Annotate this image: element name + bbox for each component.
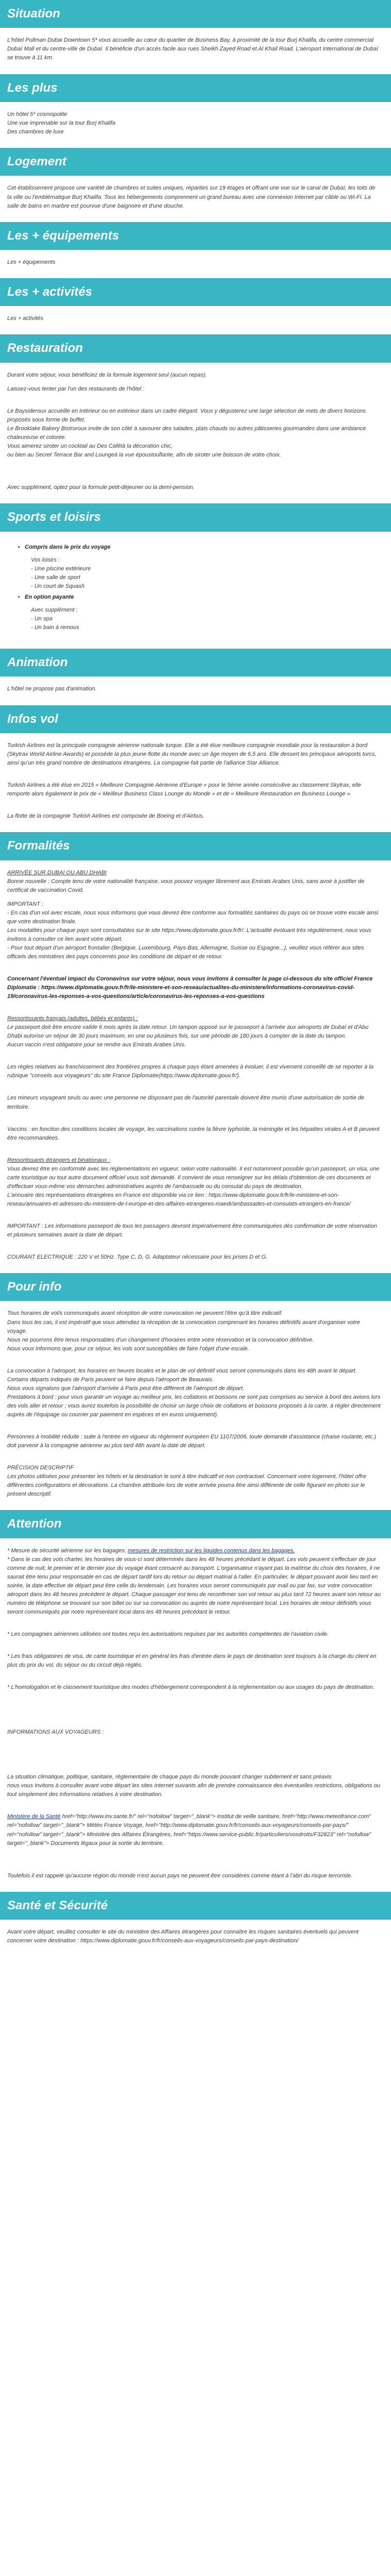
restauration-formula: Durant votre séjour, vous bénéficiez de la formule logement seul (aucun repas). [7, 371, 207, 378]
pour-info-p6: Certains départs indiqués de Paris peuvent se faire depuis l'aéroport de Beauvais. [7, 1376, 214, 1383]
restauration-supplement: Avec supplément, optez pour la formule petit-déjeuner ou la demi-pension. [7, 484, 195, 491]
section-body-attention [0, 1538, 391, 1892]
section-restauration [0, 334, 391, 503]
section-title-formalites: Formalités [0, 832, 391, 860]
formalites-p5 [7, 975, 381, 1001]
liquids-restriction-link[interactable]: mesures de restriction sur les liquides contenus dans les bagages. [127, 1547, 295, 1554]
plus-line: Des chambres de luxe [7, 129, 64, 135]
activites-text: Les + activités [7, 315, 44, 322]
section-animation [0, 649, 391, 705]
situation-text: L'hôtel Pullman Dubai Downtown 5* vous accueille au cœur du quartier de Business Bay, à proximité de la tour Burj Khalifa, du centre commercial Dubaï Mall et du centre-ville de Dubaï. Il bénéficie d'un accès facile aux rues Sheikh Zayed Road et Al Khail Road. L'aéroport international de Dubaï se trouve à 11 km. [7, 37, 379, 61]
section-body-infos-vol [0, 733, 391, 832]
sports-subitem: - Un spa [31, 616, 53, 622]
attention-p5: * L'homologation et le classement touristique des modes d'hébergement correspondent à la réglementation ou aux usages du pays de destination. [7, 1684, 374, 1691]
section-plus [0, 74, 391, 148]
section-body-restauration [0, 363, 391, 503]
formalites-arrival-heading: ARRIVÉE SUR DUBAI OU ABU DHABI [7, 869, 107, 876]
attention-p8 [7, 1812, 381, 1848]
formalites-p3: Les modalités pour chaque pays sont consultables sur le site https://www.diplomatie.gouv.fr/fr/. L'actualité évoluant très régulièrement, nous vous invitons à consulter ce lien avant votre départ. [7, 927, 371, 942]
attention-p3: * Les compagnies aériennes utilisées ont toutes reçu les autorisations requises par les autorités compétentes de l'aviation civile. [7, 1631, 329, 1638]
section-title-activites: Les + activités [0, 278, 391, 306]
section-attention [0, 1510, 391, 1891]
attention-p8-text: href="http://www.inv.sante.fr/" rel="nofollow" target="_blank"> Institut de veille sanitaire, href="http://www.meteofrance.com" rel="nofollow" target="_blank"> Météo France Voyage, href="http://www.diplomatie.gouv.fr/fr/conseils-aux-voyageurs/conseils-par-pays/" rel="nofollow" target="_blank"> Ministère des Affaires Étrangères, href="https://www.service-public.fr/particuliers/vosdroits/F32823" rel="nofollow" target="_blank"> Documents légaux pour la sortie du territoire. [7, 1814, 371, 1846]
restauration-terrace: ou bien au Secret Terrace Bar and Loungeà la vue époustouflante, afin de siroter une boisson de votre choix. [7, 452, 282, 459]
pour-info-p9: Personnes à mobilité réduite : suite à l'entrée en vigueur du règlement européen EU 1107/2006, toute demande d'assistance (chaise roulante, etc.) doit parvenir à la compagnie aérienne au plus tard 48h avant la date de départ. [7, 1434, 377, 1449]
sports-list [7, 543, 381, 632]
formalites-p9: Les mineurs voyageant seuls ou avec une personne ne disposant pas de l'autorité parentale doivent être munis d'une autorisation de sortie de territoire. [7, 1095, 365, 1110]
section-equipements [0, 222, 391, 278]
section-title-pour-info: Pour info [0, 1273, 391, 1301]
section-body-plus [0, 102, 391, 148]
formalites-p1: Bonne nouvelle ; Compte tenu de votre nationalité française, vous pouvez voyager librement aux Emirats Arabes Unis, sans avoir à justifier de certificat de vaccination Covid. [7, 878, 365, 893]
section-body-equipements [0, 250, 391, 278]
section-sante [0, 1892, 391, 1957]
sports-subitem: - Une piscine extérieure [31, 565, 91, 572]
pour-info-p2: Dans tous les cas, il est impératif que vous attendiez la réception de la convocation comprenant les horaires définitifs avant d'organiser votre voyage. [7, 1319, 360, 1334]
formalites-important-heading: IMPORTANT : [7, 901, 43, 907]
section-title-situation: Situation [0, 0, 391, 28]
section-body-animation [0, 676, 391, 705]
formalites-p4: - Pour tout départ d'un aéroport frontalier (Belgique, Luxembourg, Pays-Bas, Allemagne, Suisse ou Espagne...), veuillez vous référer aux sites officiels des ministères des pays concernés pour les conditions de départ et de retour. [7, 944, 364, 960]
infos-vol-p2: Turkish Airlines a été élue en 2015 « Meilleure Compagnie Aérienne d'Europe » pour le 5ème année consécutive au classement Skytrax, elle remporte alors également le prix de « Meilleur Business Class Lounge du Monde » et de « Meilleure Restauration en Business Lounge ». [7, 782, 361, 798]
formalites-p13: IMPORTANT : Les informations passeport de tous les passagers devront impérativement être communiquées dès confirmation de votre réservation et plusieurs semaines avant la date de départ. [7, 1223, 377, 1238]
section-body-pour-info [0, 1301, 391, 1510]
formalites-p7: Aucun vaccin n'est obligatoire pour se rendre aux Emirats Arabes Unis. [7, 1042, 186, 1048]
formalites-p6: Le passeport doit être encore valide 6 mois après la date retour. Un tampon apposé sur le passeport à l'arrivée aux aéroports de Dubaï et d'Abu Dhabi autorise un séjour de 30 jours maximum, en une ou plusieurs fois, sur une période de 180 jours à compter de la date du tampon. [7, 1024, 369, 1040]
sports-subitem: - Un bain à remous [31, 624, 79, 631]
restauration-bayside: Le Baysideroux accueille en intérieur ou en extérieur dans un cadre élégant. Vous y dégusterez une large sélection de mets de divers horizons proposés sous forme de buffet. [7, 408, 366, 423]
list-item [25, 543, 381, 591]
formalites-p10: Vaccins : en fonction des conditions locales de voyage, les vaccinations contre la fièvre typhoïde, la méningite et les hépatites virales A et B peuvent être recommandées. [7, 1126, 380, 1141]
plus-line: Une vue imprenable sur la tour Burj Khalifa [7, 120, 116, 126]
formalites-etrangers-heading: Ressortissants étrangers et binationaux : [7, 1157, 110, 1163]
pour-info-p8: Prestations à bord : pour vous garantir un voyage au meilleur prix, les collations et boissons ne sont pas comprises au service à bord des avions lors des vols aller et retour ; vous aurez toutefois la possibilité de choisir un large choix de collations et boissons proposés à la carte, à régler directement auprès de l'équipage ou courrier par paiement en espèces et en euros uniquement). [7, 1394, 381, 1418]
section-formalites [0, 832, 391, 1273]
logement-text: Cet établissement propose une variété de chambres et suites uniques, réparties sur 19 étages et offrant une vue sur le canal de Dubaï, les toits de la ville ou l'emblématique Burj Khalifa. Tous les hébergements comprennent un grand bureau avec une connexion Internet par câble ou Wi-Fi. La salle de bains en marbre est pourvue d'une baignoire et d'une douche. [7, 185, 376, 209]
formalites-coronavirus-notice: Concernant l'éventuel impact du Coronavirus sur votre séjour, nous vous invitons à consulter la page ci-dessous du site officiel France Diplomatie : https://www.diplomatie.gouv.fr/fr/le-ministere-et-son-reseau/actualites-du-ministere/informations-coronavirus-covid-19/coronavirus-les-reponses-a-vos-questions/article/coronavirus-les-reponses-a-vos-questions [7, 976, 373, 1000]
section-logement [0, 148, 391, 222]
attention-p1 [7, 1547, 381, 1555]
ministere-sante-link[interactable]: Ministère de la Santé [7, 1814, 61, 1820]
section-title-logement: Logement [0, 148, 391, 176]
section-activites [0, 278, 391, 334]
sante-text: Avant votre départ, veuillez consulter le site du ministère des Affaires étrangères pour connaître les risques sanitaires éventuels qui peuvent concerner votre destination : https://www.diplomatie.gouv.fr/fr/conseils-aux-voyageurs/conseils-par-pays-destination/ [7, 1929, 359, 1944]
section-pour-info [0, 1273, 391, 1510]
section-title-equipements: Les + équipements [0, 222, 391, 250]
formalites-p2: - En cas d'un vol avec escale, nous vous informons que vous devrez être conforme aux formalités sanitaires du pays où se trouve votre escale ainsi que votre destination finale. [7, 909, 379, 925]
section-body-logement [0, 176, 391, 222]
formalites-p11: Vous devrez être en conformité avec les réglementations en vigueur, selon votre nationalité. Il est notamment possible qu'un passeport, un visa, une carte touristique ou tout autre document officiel vous soit demandé. Il convient de vous renseigner sur les délais d'obtention de ces documents et d'effectuer vous-même vos démarches administratives auprès de l'ambassade ou du consulat du pays de destination. [7, 1165, 380, 1190]
sports-item-label: Avec supplément : [31, 606, 78, 613]
section-body-activites [0, 306, 391, 334]
pour-info-p7: Nous vous signalons que l'aéroport d'arrivée à Paris peut être différent de l'aéroport de départ. [7, 1385, 245, 1392]
infos-vol-p3: La flotte de la compagnie Turkish Airlines est composée de Boeing et d'Airbus. [7, 813, 204, 820]
section-title-infos-vol: Infos vol [0, 705, 391, 733]
restauration-brooklake: Le Brooklake Bakery Bistroroux invite de son côté à savourer des salades, plats chauds ou autres pâtisseries gourmandes dans une ambiance chaleureuse et colorée. [7, 426, 366, 441]
section-sports [0, 503, 391, 649]
plus-line: Un hôtel 5* cosmopolite [7, 111, 68, 117]
attention-p6: La situation climatique, politique, sanitaire, réglementaire de chaque pays du monde pouvant changer subitement et sans préavis [7, 1774, 332, 1781]
section-body-sports [0, 532, 391, 649]
pour-info-p10: Les photos utilisées pour présenter les hôtels et la destination le sont à titre indicatif et non contractuel. Concernant votre logement, l'hôtel offre différentes configurations et décorations. La chambre attribuée lors de votre arrivée pourra être ainsi différente de celle figurant en photo sur le présent descriptif. [7, 1473, 367, 1498]
animation-text: L'hôtel ne propose pas d'animation. [7, 686, 96, 692]
formalites-ressortissants-heading: Ressortissants français (adultes, bébés et enfants) : [7, 1015, 138, 1022]
formalites-p12: L'annuaire des représentations étrangères en France est disponible via ce lien : https://www.diplomatie.gouv.fr/fr/le-ministere-et-son-reseau/annuaires-et-adresses-du-ministere-de-l-europe-et-des-affaires-etrangeres-maedi/ambassades-et-consulats-etrangers-en-france/ [7, 1192, 351, 1207]
section-infos-vol [0, 705, 391, 833]
sports-item-label: Vos loisirs : [31, 556, 60, 563]
section-title-attention: Attention [0, 1510, 391, 1538]
attention-p9: Toutefois il est rappelé qu'aucune région du monde n'est aucun pays ne peuvent être considérés comme étant à l'abri du risque terroriste. [7, 1872, 353, 1879]
restauration-cafe: Vous aimerez siroter un cocktail au Des Cafétà la décoration chic, [7, 443, 173, 450]
restauration-intro: Laissez-vous tenter par l'un des restaurants de l'hôtel : [7, 385, 144, 392]
section-title-sante: Santé et Sécurité [0, 1892, 391, 1920]
section-title-plus: Les plus [0, 74, 391, 102]
equipements-text: Les + équipements [7, 259, 56, 265]
list-item [25, 593, 381, 632]
sports-subitem: - Une salle de sport [31, 574, 80, 581]
sports-item-title: En option payante [25, 594, 74, 600]
section-title-sports: Sports et loisirs [0, 503, 391, 531]
pour-info-p5: La convocation à l'aéroport, les horaires en heures locales et le plan de vol définitif vous seront communiqués dans les 48h avant le départ. [7, 1367, 357, 1374]
pour-info-p1: Tous horaires de vol/s communiqués avant réception de votre convocation ne peuvent l'être qu'à titre indicatif. [7, 1310, 283, 1317]
pour-info-precision-heading: PRÉCISION DESCRIPTIF [7, 1465, 74, 1471]
attention-p2: * Dans le cas des vols charter, les horaires de vous-ci sont déterminés dans les 48 heures précédant le départ. Les vols peuvent s'effectuer de jour comme de nuit, le premier et le dernier jour du voyage étant consacré au transport. L'organisateur n'ayant pas la maîtrise du choix des horaires, il ne saurait être tenu pour responsable en cas de départ tardif lors du retour ou départ matinal à l'aller. En particulier, le départ pouvant avoir lieu tard en soirée, la date effective de départ peut être celle du lendemain. Les horaires vous seront communiqués par mail ou par fax, sur votre convocation aéroport dans les 48 heures précédent le départ. Chaque passager est tenu de reconfirmer son vol retour au plus tard 72 heures avant son retour au numéro de téléphone se trouvant sur son billet ou sur sa convocation ou auprès de notre représentant local. Les horaires de retour définitifs vous seront communiqués par notre représentant local dans les 48 heures précédant le retour. [7, 1556, 381, 1615]
sports-item-title: Compris dans le prix du voyage [25, 544, 111, 550]
attention-p4: * Les frais obligatoires de visa, de carte touristique et en général les frais d'entrée dans le pays de destination sont toujours à la charge du client en plus du prix du vol, du séjour ou du circuit déjà réglés. [7, 1653, 377, 1669]
section-body-situation [0, 28, 391, 74]
formalites-p14: COURANT ELECTRIQUE : 220 V et 50Hz. Type C, D, G. Adaptateur nécessaire pour les prises D et G. [7, 1254, 268, 1261]
attention-p7: nous vous invitons à consulter avant votre départ les sites Internet suivants afin de prendre connaissance des éventuelles restrictions, obligations ou tout simplement des informations relatives à votre destination. [7, 1783, 380, 1798]
section-situation [0, 0, 391, 74]
sports-subitem: - Un court de Squash [31, 583, 85, 589]
section-title-animation: Animation [0, 649, 391, 676]
section-title-restauration: Restauration [0, 334, 391, 362]
pour-info-p4: Nous vous informons que, pour ce séjour, les vols sont susceptibles de faire l'objet d'une escale. [7, 1345, 249, 1352]
attention-p1-text: * Mesure de sécurité aérienne sur les bagages: [7, 1547, 128, 1554]
section-body-formalites [0, 860, 391, 1274]
attention-info-heading: INFORMATIONS AUX VOYAGEURS : [7, 1729, 104, 1736]
infos-vol-p1: Turkish Airlines est la principale compagnie aérienne nationale turque. Elle a été élue meilleure compagnie mondiale pour la restauration à bord (Skytrax World Airline Awards) et possède la plus jeune flotte du monde avec un âge moyen de 6,5 ans. Elle dessert les principaux aéroports turcs, ainsi qu'un très grand nombre de destinations étrangères. La compagnie fait partie de l'alliance Star Alliance. [7, 742, 377, 767]
section-body-sante [0, 1920, 391, 1957]
formalites-p8: Les règles relatives au franchissement des frontières propres à chaque pays étant amenées à évoluer, il est vivement conseillé de se reporter à la rubrique "conseils aux voyageurs" du site France Diplomatie(https://www.diplomatie.gouv.fr/). [7, 1064, 373, 1079]
pour-info-p3: Nous ne pourrons être tenus responsables d'un changement d'horaires entre votre réservation et la convocation définitive. [7, 1336, 314, 1343]
